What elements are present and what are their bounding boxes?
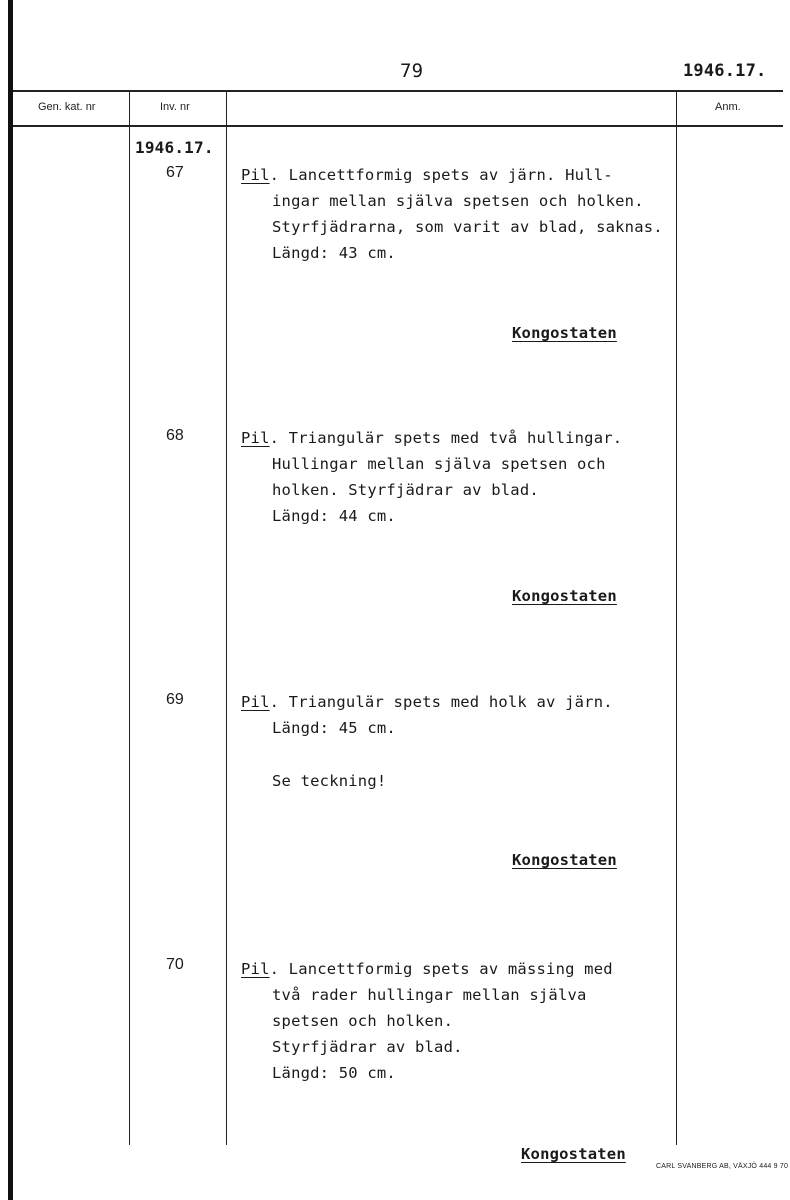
column-header-inv: Inv. nr: [160, 101, 190, 113]
entry-title: Pil: [241, 166, 270, 184]
origin-label: Kongostaten: [512, 324, 617, 342]
entry-line: Längd: 45 cm.: [272, 719, 396, 737]
binding-edge: [8, 0, 13, 1200]
entry-line: Styrfjädrar av blad.: [272, 1038, 463, 1056]
column-divider-1: [129, 90, 130, 1145]
column-divider-3: [676, 90, 677, 1145]
printer-imprint: CARL SVANBERG AB, VÄXJÖ 444 9 70: [656, 1163, 789, 1170]
entry-line: ingar mellan själva spetsen och holken.: [272, 192, 644, 210]
origin-label: Kongostaten: [521, 1145, 626, 1163]
inv-number: 69: [166, 691, 184, 708]
entry-title: Pil: [241, 429, 270, 447]
page-number: 79: [400, 60, 424, 82]
entry-line: holken. Styrfjädrar av blad.: [272, 481, 539, 499]
inv-number: 67: [166, 164, 184, 181]
entry-line: spetsen och holken.: [272, 1012, 454, 1030]
column-header-anm: Anm.: [715, 101, 741, 113]
inv-number: 68: [166, 427, 184, 444]
entry-line: Längd: 50 cm.: [272, 1064, 396, 1082]
entry-line: två rader hullingar mellan själva: [272, 986, 587, 1004]
origin-label: Kongostaten: [512, 851, 617, 869]
entry-text: Pil. Triangulär spets med två hullingar.: [241, 429, 623, 447]
entry-line: Hullingar mellan själva spetsen och: [272, 455, 606, 473]
entry-line: Längd: 43 cm.: [272, 244, 396, 262]
column-divider-2: [226, 90, 227, 1145]
entry-line: Längd: 44 cm.: [272, 507, 396, 525]
origin-label: Kongostaten: [512, 587, 617, 605]
entry-title: Pil: [241, 960, 270, 978]
entry-line: Styrfjädrarna, som varit av blad, saknas.: [272, 218, 663, 236]
accession-header: 1946.17.: [683, 61, 767, 81]
entry-line: Se teckning!: [272, 772, 387, 790]
column-header-gen-kat: Gen. kat. nr: [38, 101, 96, 113]
group-label: 1946.17.: [135, 138, 214, 157]
entry-text: Pil. Triangulär spets med holk av järn.: [241, 693, 613, 711]
entry-title: Pil: [241, 693, 270, 711]
entry-text: Pil. Lancettformig spets av järn. Hull-: [241, 166, 613, 184]
inv-number: 70: [166, 956, 184, 973]
entry-text: Pil. Lancettformig spets av mässing med: [241, 960, 613, 978]
